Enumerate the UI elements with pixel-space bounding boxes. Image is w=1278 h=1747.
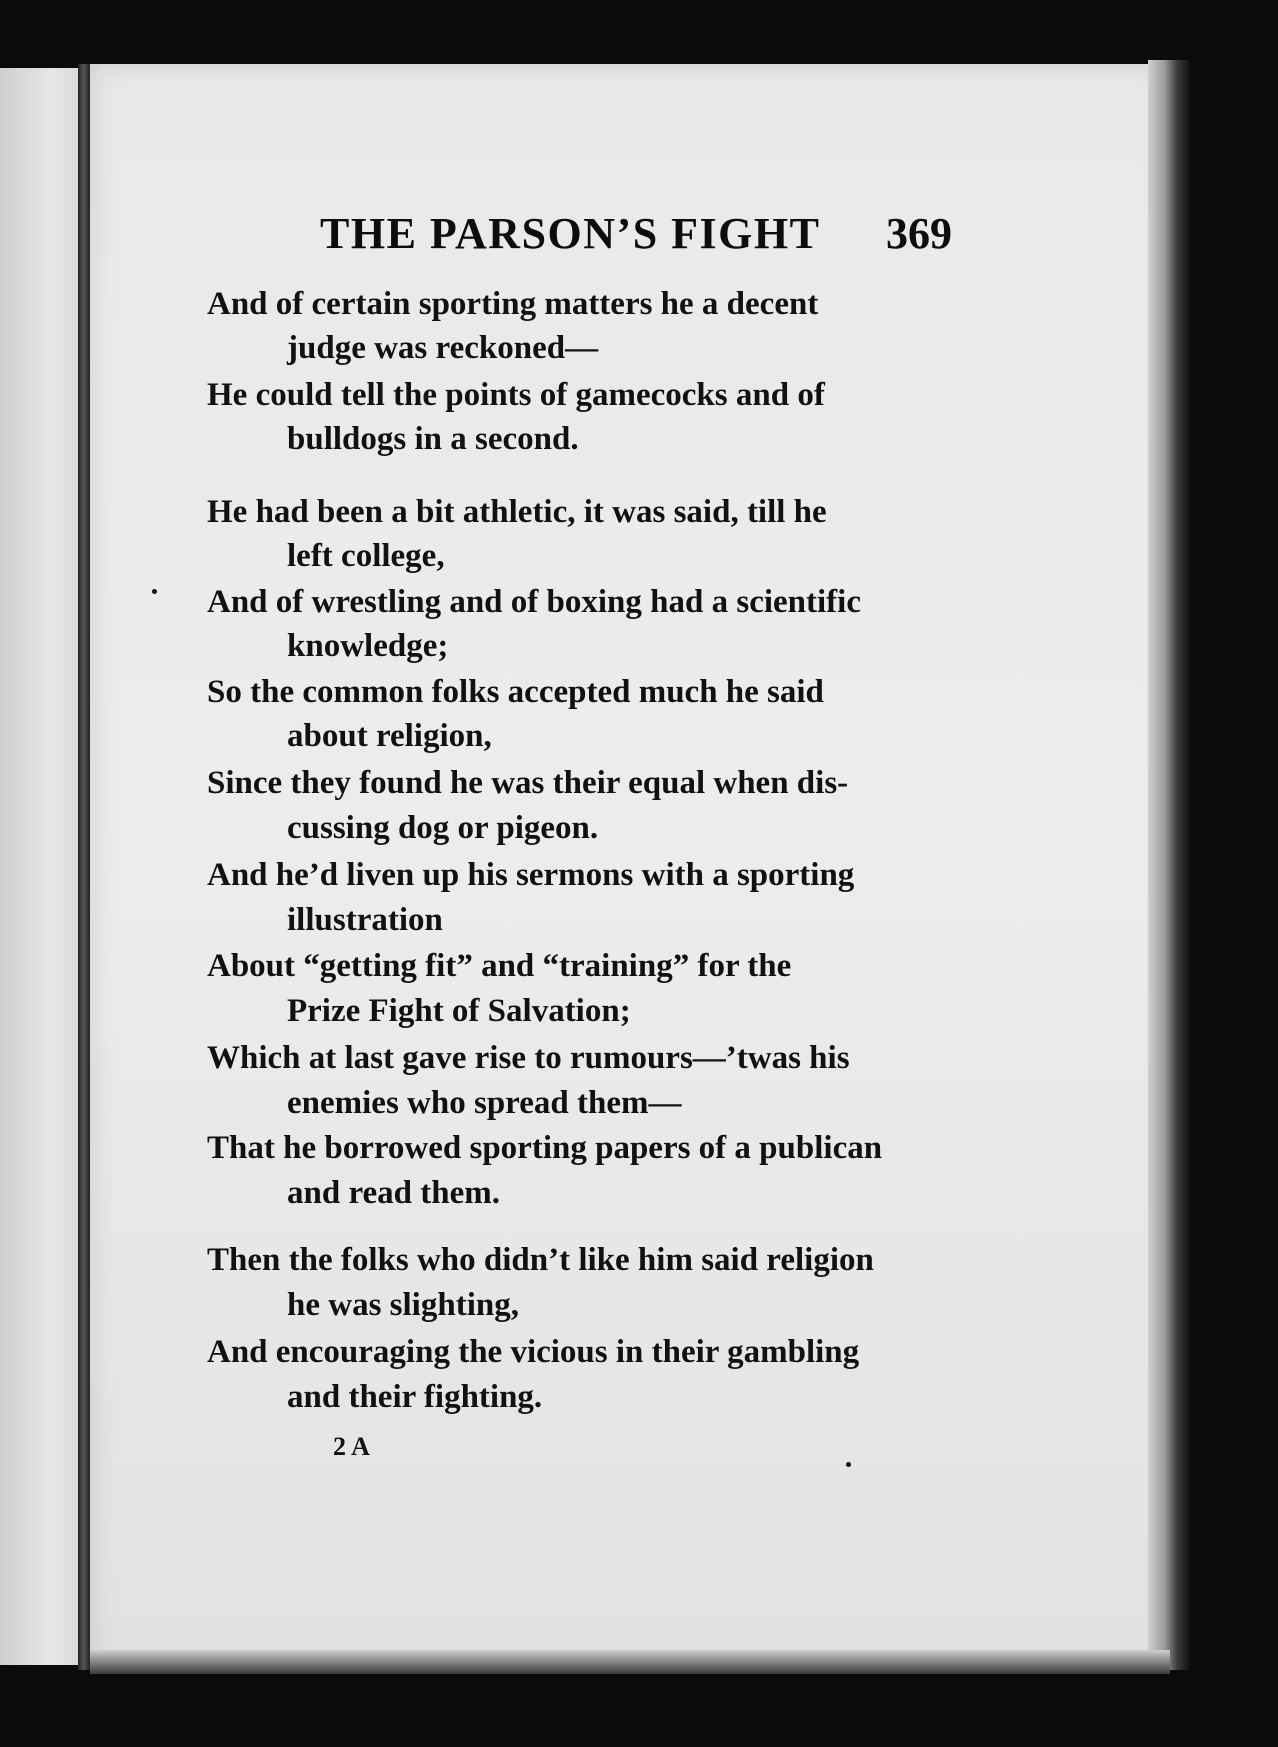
verse-line: That he borrowed sporting papers of a publican [207,1130,883,1166]
verse-line: And encouraging the vicious in their gambling [207,1334,860,1370]
running-head [320,208,952,268]
verse-line: And of wrestling and of boxing had a scientific [207,584,861,620]
verse-line-turnover: Prize Fight of Salvation; [287,993,631,1029]
running-title: THE PARSON’S FIGHT [320,209,821,258]
verse-line: So the common folks accepted much he said [207,674,824,710]
verse-line: And of certain sporting matters he a decent [207,286,819,322]
page-number: 369 [886,209,952,258]
verse-line-turnover: bulldogs in a second. [287,421,579,457]
verse-line-turnover: and read them. [287,1175,500,1211]
page-fore-edge [1148,60,1190,1670]
verse-line-turnover: cussing dog or pigeon. [287,810,599,846]
page-bottom-edge [90,1650,1170,1674]
verse-line-turnover: he was slighting, [287,1287,519,1323]
verse-line: Since they found he was their equal when dis- [207,765,849,801]
verse-line: And he’d liven up his sermons with a sporting [207,857,855,893]
verse-line: He could tell the points of gamecocks and of [207,377,825,413]
verse-line-turnover: enemies who spread them— [287,1085,682,1121]
ink-speck [152,589,157,594]
verse-line: Which at last gave rise to rumours—’twas his [207,1040,850,1076]
verse-line: Then the folks who didn’t like him said religion [207,1242,874,1278]
verse-line-turnover: and their fighting. [287,1379,543,1415]
facing-page-edge [0,68,86,1665]
ink-speck [846,1462,851,1467]
verse-line-turnover: judge was reckoned— [287,330,599,366]
verse-line-turnover: left college, [287,538,445,574]
verse-line: About “getting fit” and “training” for the [207,948,792,984]
verse-line: He had been a bit athletic, it was said, till he [207,494,827,530]
verse-line-turnover: knowledge; [287,628,449,664]
verse-line-turnover: illustration [287,902,443,938]
signature-mark: 2 A [333,1432,370,1461]
verse-line-turnover: about religion, [287,718,492,754]
